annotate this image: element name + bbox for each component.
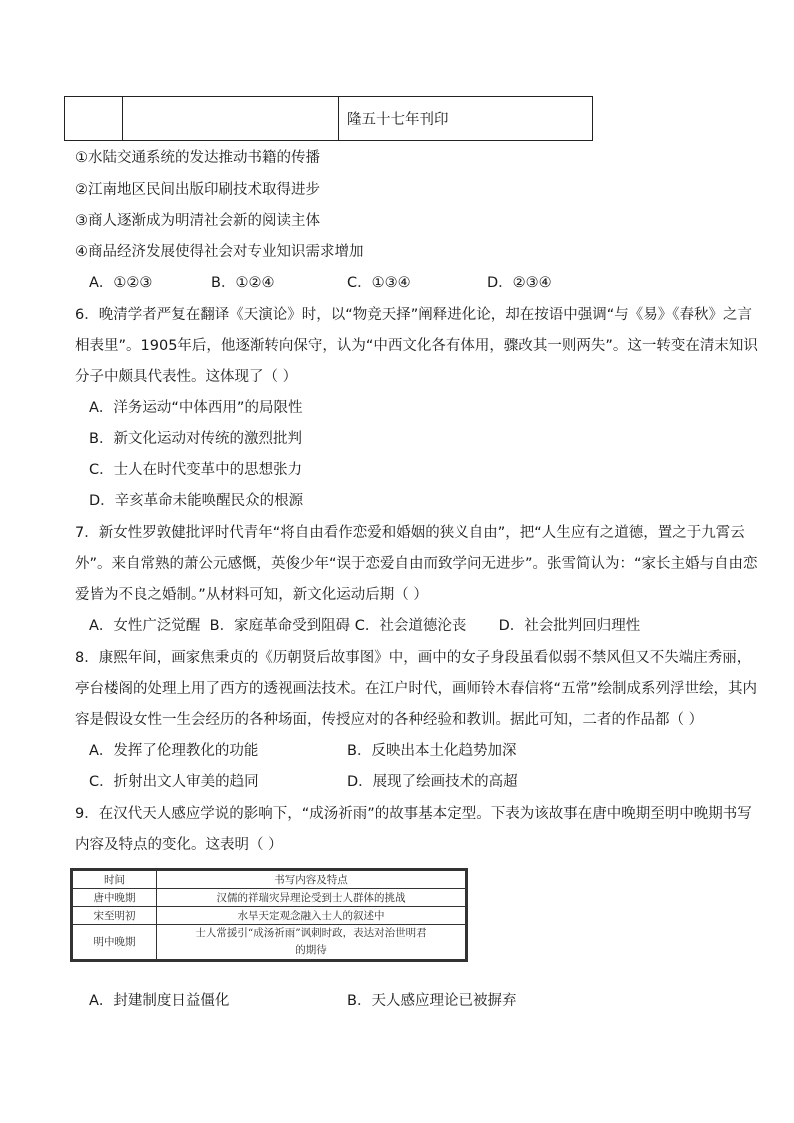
table-cell xyxy=(123,97,339,141)
q8-stem-line: 容是假设女性一生会经历的各种场面，传授应对的各种经验和教训。据此可知，二者的作品都（ ） xyxy=(75,712,704,728)
q7-options: A．女性广泛觉醒 B．家庭革命受到阻碍 C．社会道德沦丧 D．社会批判回归理性 xyxy=(89,618,641,634)
q6-stem-line: 6．晚清学者严复在翻译《天演论》时，以“物竞天择”阐释进化论，却在按语中强调“与《易》《春秋》之言 xyxy=(75,307,753,323)
table-cell: 宋至明初 xyxy=(73,907,157,925)
statement-4: ④商品经济发展使得社会对专业知识需求增加 xyxy=(75,244,364,260)
q8-option-a: A．发挥了伦理教化的功能 xyxy=(89,743,259,759)
table-header: 时间 xyxy=(73,871,157,889)
q5-option-b: B．①②④ xyxy=(211,275,275,291)
table-cell: 隆五十七年刊印 xyxy=(339,97,593,141)
q6-option-a: A．洋务运动“中体西用”的局限性 xyxy=(89,400,303,416)
table-header: 书写内容及特点 xyxy=(157,871,466,889)
q9-option-b: B．天人感应理论已被摒弃 xyxy=(347,993,517,1009)
q6-option-b: B．新文化运动对传统的激烈批判 xyxy=(89,431,302,447)
statement-3: ③商人逐渐成为明清社会新的阅读主体 xyxy=(75,213,320,229)
q7-stem-line: 爱皆为不良之婚制。”从材料可知，新文化运动后期（ ） xyxy=(75,587,428,603)
table-cell-line: 的期待 xyxy=(295,944,327,956)
table-cell-line: 士人常援引“成汤祈雨”讽刺时政，表达对治世明君 xyxy=(195,927,427,939)
q9-option-a: A．封建制度日益僵化 xyxy=(89,993,230,1009)
q7-stem-line: 7．新女性罗敦健批评时代青年“将自由看作恋爱和婚姻的狭义自由”，把“人生应有之道德，置之于九霄云 xyxy=(75,525,745,541)
q9-stem-line: 9．在汉代天人感应学说的影响下，“成汤祈雨”的故事基本定型。下表为该故事在唐中晚期至明中晚期书写 xyxy=(75,806,752,822)
table-cell: 汉儒的祥瑞灾异理论受到士人群体的挑战 xyxy=(157,889,466,907)
table-cell xyxy=(65,97,123,141)
q6-stem-line: 相表里”。1905年后，他逐渐转向保守，认为“中西文化各有体用，骤改其一则两失”。这一转变在清末知识 xyxy=(75,338,758,354)
statement-1: ①水陆交通系统的发达推动书籍的传播 xyxy=(75,150,320,166)
continued-table xyxy=(64,96,593,141)
q9-table xyxy=(72,870,466,960)
q6-stem-line: 分子中颇具代表性。这体现了（ ） xyxy=(75,369,298,385)
table-cell xyxy=(157,925,466,960)
q7-stem-line: 外”。来自常熟的萧公元感慨，英俊少年“误于恋爱自由而致学问无进步”。张雪简认为：“家长主婚与自由恋 xyxy=(75,556,758,572)
q8-option-b: B．反映出本土化趋势加深 xyxy=(347,743,517,759)
q8-stem-line: 8．康熙年间，画家焦秉贞的《历朝贤后故事图》中，画中的女子身段虽看似弱不禁风但又不失端庄秀丽， xyxy=(75,650,752,666)
q5-option-c: C．①③④ xyxy=(347,275,411,291)
q8-stem-line: 亭台楼阁的处理上用了西方的透视画法技术。在江户时代，画师铃木春信将“五常”绘制成系列浮世绘，其内 xyxy=(75,681,758,697)
q8-option-c: C．折射出文人审美的趋同 xyxy=(89,774,259,790)
q5-option-a: A．①②③ xyxy=(89,275,153,291)
q8-option-d: D．展现了绘画技术的高超 xyxy=(347,774,518,790)
q9-stem-line: 内容及特点的变化。这表明（ ） xyxy=(75,837,283,853)
table-cell: 水旱天定观念融入士人的叙述中 xyxy=(157,907,466,925)
table-cell: 唐中晚期 xyxy=(73,889,157,907)
statement-2: ②江南地区民间出版印刷技术取得进步 xyxy=(75,182,320,198)
q6-option-c: C．士人在时代变革中的思想张力 xyxy=(89,462,303,478)
q5-option-d: D．②③④ xyxy=(487,275,552,291)
q6-option-d: D．辛亥革命未能唤醒民众的根源 xyxy=(89,493,304,509)
table-cell: 明中晚期 xyxy=(73,925,157,960)
